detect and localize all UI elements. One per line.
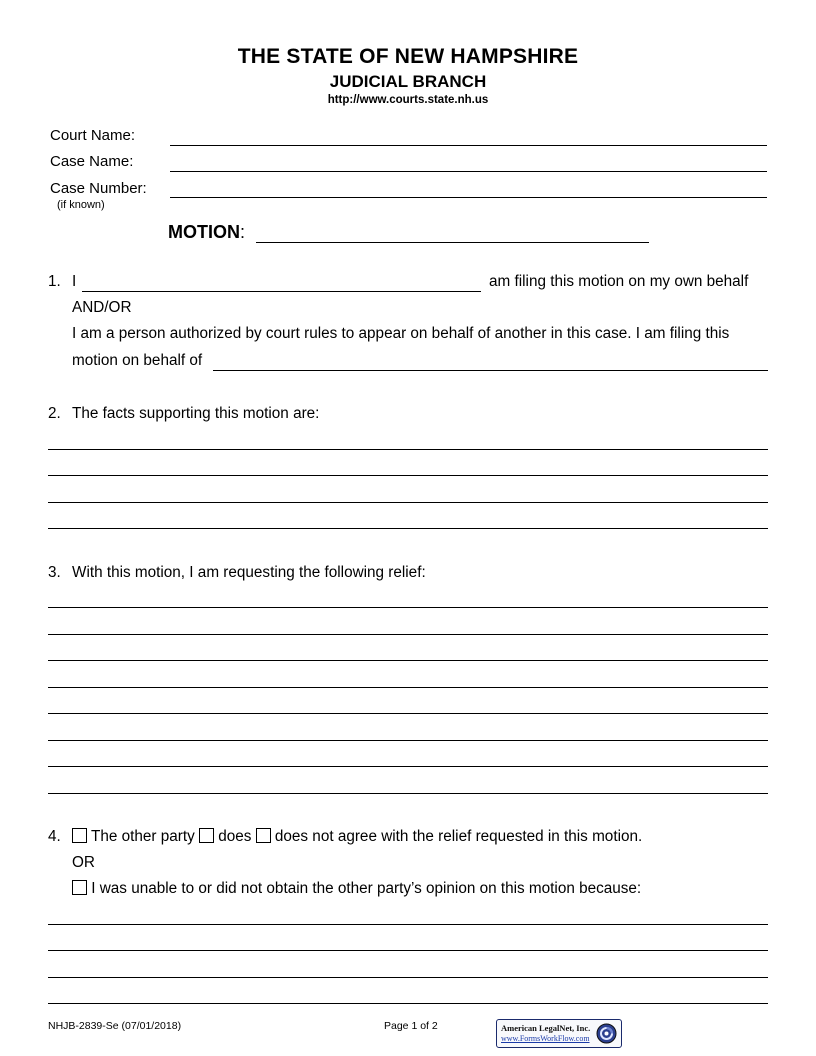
page-number: Page 1 of 2 <box>384 1020 438 1032</box>
globe-icon <box>596 1023 617 1044</box>
other-party-text: The other party <box>90 828 195 845</box>
relief-line[interactable] <box>48 660 768 661</box>
court-name-field[interactable] <box>170 145 767 146</box>
court-name-label: Court Name: <box>50 127 136 144</box>
filing-own-behalf-text: am filing this motion on my own behalf <box>489 273 749 290</box>
on-behalf-of-field[interactable] <box>213 370 768 371</box>
relief-heading: With this motion, I am requesting the following relief: <box>72 564 426 581</box>
case-name-label: Case Name: <box>50 153 134 170</box>
reason-line[interactable] <box>48 924 768 925</box>
case-number-label: Case Number: <box>50 180 147 197</box>
relief-line[interactable] <box>48 687 768 688</box>
case-number-field[interactable] <box>170 197 767 198</box>
facts-line[interactable] <box>48 449 768 450</box>
facts-line[interactable] <box>48 528 768 529</box>
form-id: NHJB-2839-Se (07/01/2018) <box>48 1020 182 1032</box>
if-known-note: (if known) <box>57 199 105 211</box>
relief-line[interactable] <box>48 634 768 635</box>
case-name-field[interactable] <box>170 171 767 172</box>
or-text: OR <box>72 854 95 871</box>
section-4-number: 4. <box>48 828 61 845</box>
filer-name-field[interactable] <box>82 291 481 292</box>
relief-line[interactable] <box>48 793 768 794</box>
does-text: does <box>218 828 252 845</box>
legalnet-logo[interactable] <box>496 1019 622 1048</box>
reason-line[interactable] <box>48 977 768 978</box>
relief-line[interactable] <box>48 713 768 714</box>
page-title: THE STATE OF NEW HAMPSHIRE <box>237 45 579 68</box>
logo-url[interactable]: www.FormsWorkFlow.com <box>501 1034 590 1043</box>
motion-title-field[interactable] <box>256 242 649 243</box>
agreement-row <box>72 827 642 847</box>
motion-label: MOTION: <box>168 222 246 242</box>
unable-checkbox[interactable] <box>72 880 87 895</box>
facts-heading: The facts supporting this motion are: <box>72 405 320 422</box>
courts-url: http://www.courts.state.nh.us <box>327 94 489 106</box>
logo-company-name: American LegalNet, Inc. <box>501 1023 591 1033</box>
other-party-checkbox[interactable] <box>72 828 87 843</box>
page-subtitle: JUDICIAL BRANCH <box>329 72 487 91</box>
authorized-text: I am a person authorized by court rules to appear on behalf of another in this case. I am filing this <box>72 325 730 342</box>
section-1-i: I <box>72 273 77 290</box>
does-not-checkbox[interactable] <box>256 828 271 843</box>
reason-line[interactable] <box>48 1003 768 1004</box>
unable-text: I was unable to or did not obtain the other party’s opinion on this motion because: <box>91 880 642 897</box>
section-1-number: 1. <box>48 273 61 290</box>
reason-line[interactable] <box>48 950 768 951</box>
does-checkbox[interactable] <box>199 828 214 843</box>
andor-text: AND/OR <box>72 299 132 316</box>
facts-line[interactable] <box>48 475 768 476</box>
section-2-number: 2. <box>48 405 61 422</box>
does-not-text: does not agree with the relief requested in this motion. <box>274 828 643 845</box>
facts-line[interactable] <box>48 502 768 503</box>
section-3-number: 3. <box>48 564 61 581</box>
relief-line[interactable] <box>48 740 768 741</box>
unable-row <box>72 879 641 899</box>
on-behalf-text: motion on behalf of <box>72 352 203 369</box>
relief-line[interactable] <box>48 607 768 608</box>
relief-line[interactable] <box>48 766 768 767</box>
